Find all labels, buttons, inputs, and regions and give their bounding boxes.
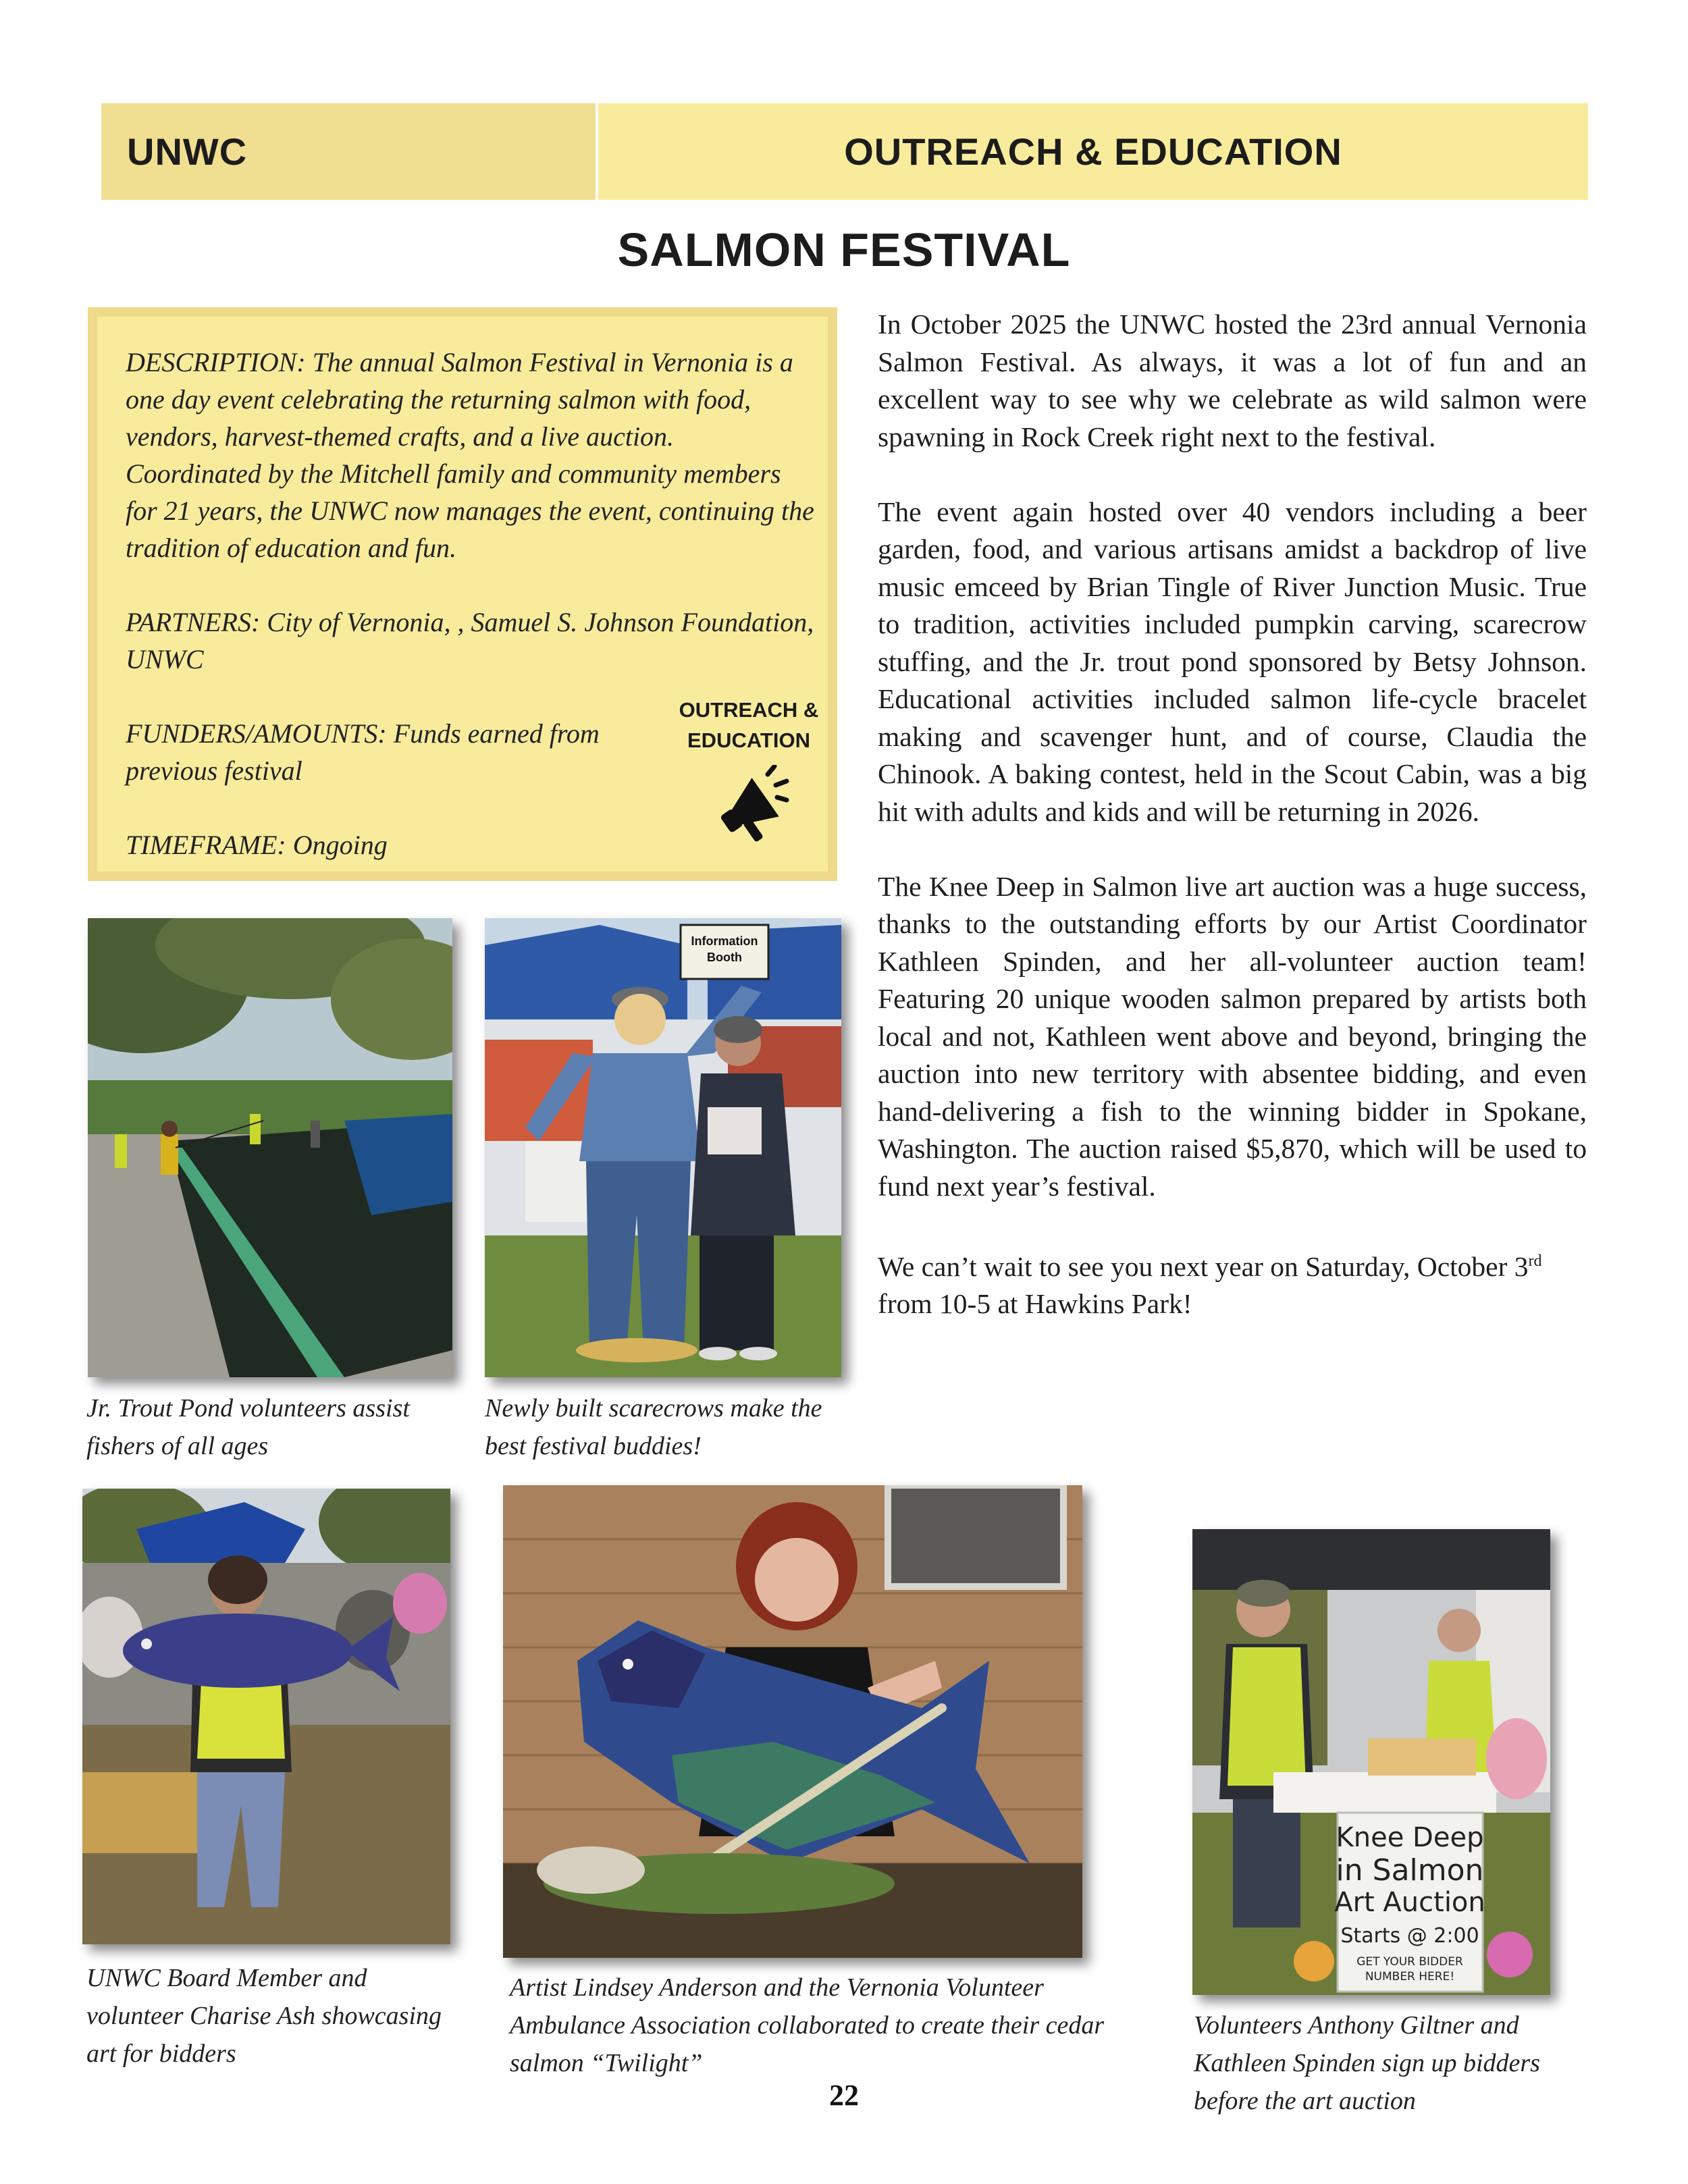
- auction-caption: Volunteers Anthony Giltner and Kathleen Spinden sign up bidders before the art auction: [1194, 2011, 1540, 2115]
- page-number: 22: [829, 2079, 859, 2112]
- info-sign-line2: Booth: [707, 951, 742, 964]
- auction-sign-line3: Art Auction: [1334, 1887, 1485, 1918]
- trout-pond-caption: Jr. Trout Pond volunteers assist fishers of all ages: [86, 1394, 410, 1460]
- megaphone-icon: [708, 765, 789, 853]
- timeframe-text: TIMEFRAME: Ongoing: [126, 830, 388, 860]
- article-body: [878, 306, 1587, 1360]
- section-label: OUTREACH & EDUCATION: [844, 130, 1342, 173]
- funders-text: FUNDERS/AMOUNTS: Funds earned from previous festival: [126, 718, 600, 786]
- auction-sign-line6: NUMBER HERE!: [1365, 1970, 1455, 1983]
- body-paragraph-3: The Knee Deep in Salmon live art auction was a huge success, thanks to the outstanding efforts by our Artist Coordinator Kathleen Spinden, and her all-volunteer auction team! Featuring 20 unique wooden salmon prepared by artists both local and not, Kathleen went above and beyond, bringing the auction into new territory with absentee bidding, and even hand-delivering a fish to the winning bidder in Spokane, Washington. The auction raised $5,870, which will be used to fund next year’s festival.: [878, 870, 1587, 1202]
- scarecrow-caption: Newly built scarecrows make the best festival buddies!: [485, 1394, 822, 1460]
- header-right-band: [598, 103, 1588, 200]
- body-paragraph-4: We can’t wait to see you next year on Saturday, October 3rd from 10-5 at Hawkins Park!: [878, 1250, 1542, 1319]
- badge-label-line1: OUTREACH &: [679, 698, 819, 722]
- org-label: UNWC: [127, 130, 248, 173]
- info-sign-line1: Information: [691, 934, 758, 948]
- trout-pond-photo: [88, 918, 452, 1377]
- badge-label-line2: EDUCATION: [687, 728, 810, 752]
- artist-caption: Artist Lindsey Anderson and the Vernonia Volunteer Ambulance Association collaborated to create their cedar salmon “Twilight”: [510, 1973, 1105, 2077]
- scarecrow-photo: [485, 918, 841, 1377]
- auction-sign-line2: in Salmon: [1336, 1853, 1484, 1888]
- auction-sign-line5: GET YOUR BIDDER: [1356, 1955, 1463, 1969]
- auction-sign-line4: Starts @ 2:00: [1340, 1924, 1479, 1948]
- description-text: DESCRIPTION: The annual Salmon Festival in Vernonia is a one day event celebrating the returning salmon with food, vendors, harvest-themed crafts, and a live auction. Coordinated by the Mitchell family and community members for 21 years, the UNWC now manages the event, continuing the tradition of education and fun.: [126, 347, 814, 563]
- board-member-photo: [82, 1489, 450, 1944]
- outreach-badge: [668, 695, 830, 856]
- body-paragraph-1: In October 2025 the UNWC hosted the 23rd annual Vernonia Salmon Festival. As always, it was a lot of fun and an excellent way to see why we celebrate as wild salmon were spawning in Rock Creek right next to the festival.: [878, 309, 1587, 452]
- body-paragraph-2: The event again hosted over 40 vendors including a beer garden, food, and various artisans amidst a backdrop of live music emceed by Brian Tingle of River Junction Music. True to tradition, activities included pumpkin carving, scarecrow stuffing, and the Jr. trout pond sponsored by Betsy Johnson. Educational activities included salmon life-cycle bracelet making and scavenger hunt, and of course, Claudia the Chinook. A baking contest, held in the Scout Cabin, was a big hit with adults and kids and will be returning in 2026.: [878, 496, 1587, 827]
- board-member-caption: UNWC Board Member and volunteer Charise Ash showcasing art for bidders: [86, 1964, 442, 2068]
- header-left-band: [101, 103, 596, 200]
- artist-photo: [503, 1485, 1082, 1958]
- project-info-box: [88, 307, 837, 881]
- auction-sign-line1: Knee Deep: [1336, 1822, 1484, 1853]
- auction-photo: [1192, 1529, 1550, 1995]
- partners-text: PARTNERS: City of Vernonia, , Samuel S. Johnson Foundation, UNWC: [126, 607, 814, 674]
- page-title: SALMON FESTIVAL: [617, 223, 1071, 276]
